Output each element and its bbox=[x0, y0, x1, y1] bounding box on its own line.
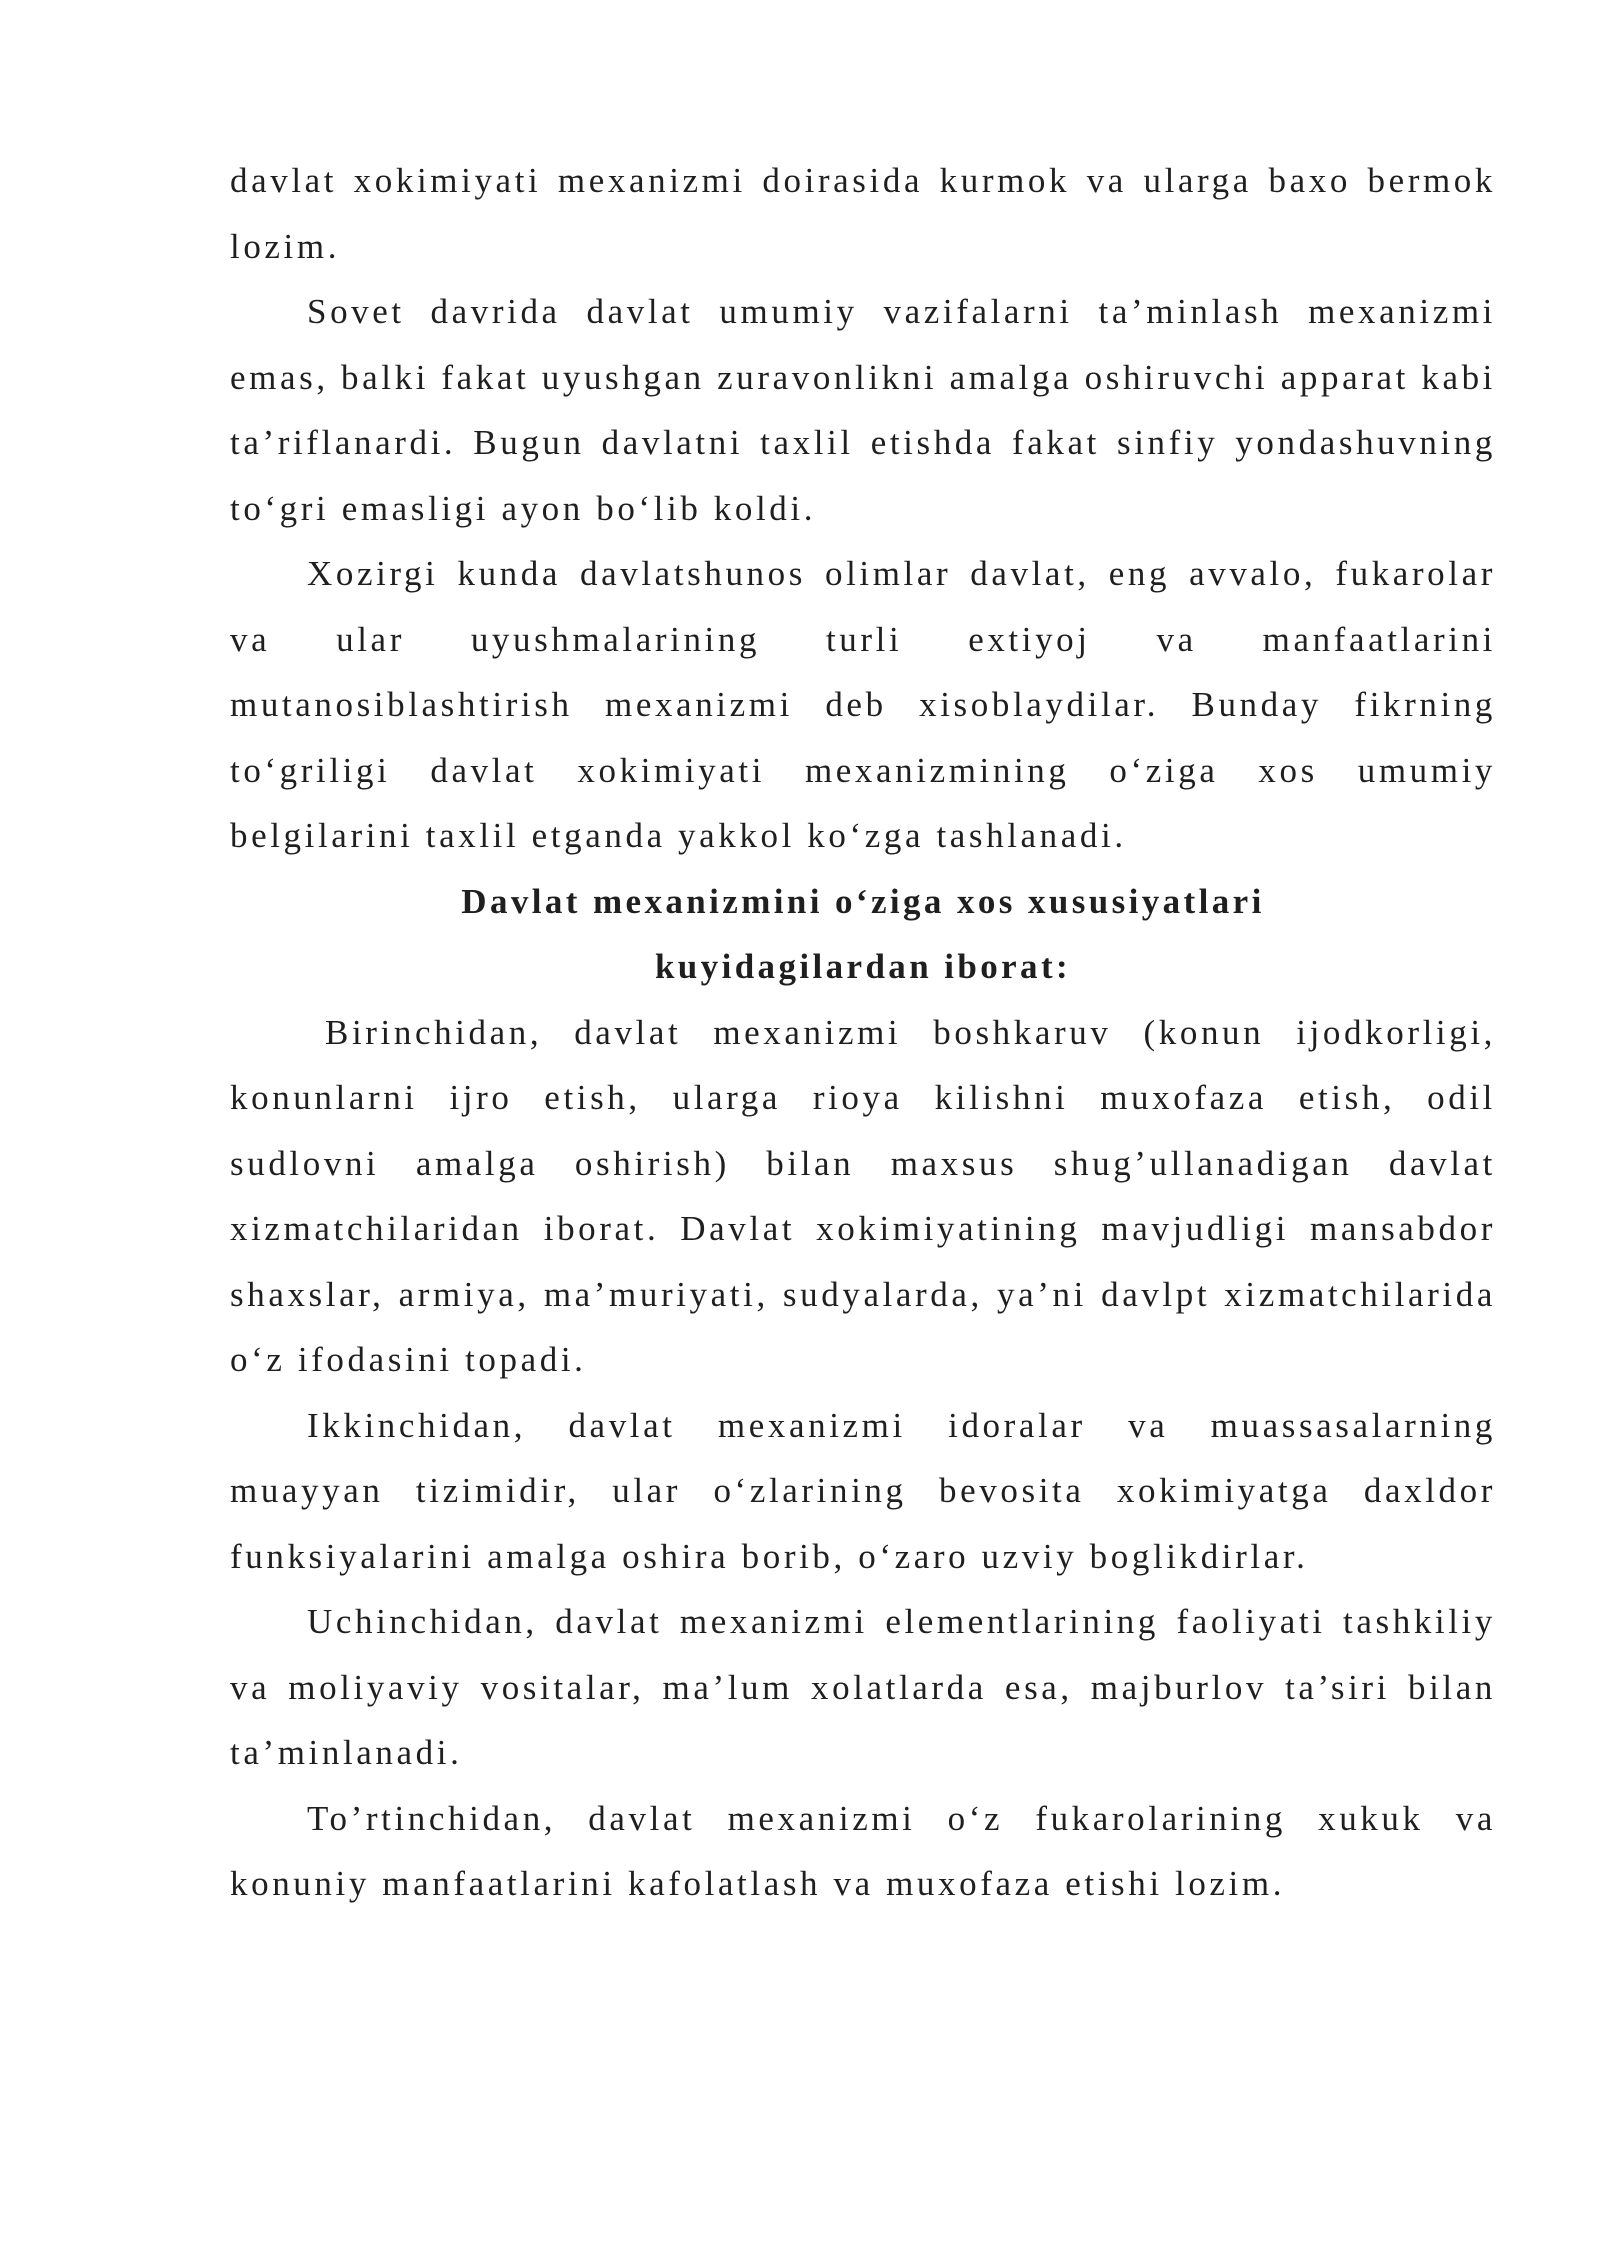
section-heading-line-2: kuyidagilardan iborat: bbox=[654, 947, 1072, 986]
point-third: Uchinchidan, davlat mexanizmi elementlarining faoliyati tashkiliy va moliyaviy vositalar, ma’lum xolatlarda esa, majburlov ta’siri bilan ta’minlanadi. bbox=[230, 1602, 1496, 1772]
paragraph-continuation: davlat xokimiyati mexanizmi doirasida kurmok va ularga baxo bermok lozim. bbox=[230, 161, 1496, 266]
section-heading-line-1: Davlat mexanizmini o‘ziga xos xususiyatlari bbox=[461, 881, 1265, 921]
point-fourth: To’rtinchidan, davlat mexanizmi o‘z fukarolarining xukuk va konuniy manfaatlarini kafolatlash va muxofaza etishi lozim. bbox=[230, 1798, 1496, 1903]
paragraph-modern-view: Xozirgi kunda davlatshunos olimlar davlat, eng avvalo, fukarolar va ular uyushmalarining turli extiyoj va manfaatlarini mutanosiblashtirish mexanizmi deb xisoblaydilar. Bunday fikrning to‘griligi davlat xokimiyati mexanizmining o‘ziga xos umumiy belgilarini taxlil etganda yakkol ko‘zga tashlanadi. bbox=[230, 554, 1496, 855]
point-first: Birinchidan, davlat mexanizmi boshkaruv (konun ijodkorligi, konunlarni ijro etish, ularga rioya kilishni muxofaza etish, odil sudlovni amalga oshirish) bilan maxsus shug’ullanadigan davlat xizmatchilaridan iborat. Davlat xokimiyatining mavjudligi mansabdor shaxslar, armiya, ma’muriyati, sudyalarda, ya’ni davlpt xizmatchilarida o‘z ifodasini topadi. bbox=[230, 1012, 1496, 1379]
document-page bbox=[230, 148, 1496, 1917]
paragraph-soviet-period: Sovet davrida davlat umumiy vazifalarni ta’minlash mexanizmi emas, balki fakat uyushgan zuravonlikni amalga oshiruvchi apparat kabi ta’riflanardi. Bugun davlatni taxlil etishda fakat sinfiy yondashuvning to‘gri emasligi ayon bo‘lib koldi. bbox=[230, 292, 1496, 528]
point-second: Ikkinchidan, davlat mexanizmi idoralar va muassasalarning muayyan tizimidir, ular o‘zlarining bevosita xokimiyatga daxldor funksiyalarini amalga oshira borib, o‘zaro uzviy boglikdirlar. bbox=[230, 1405, 1496, 1576]
